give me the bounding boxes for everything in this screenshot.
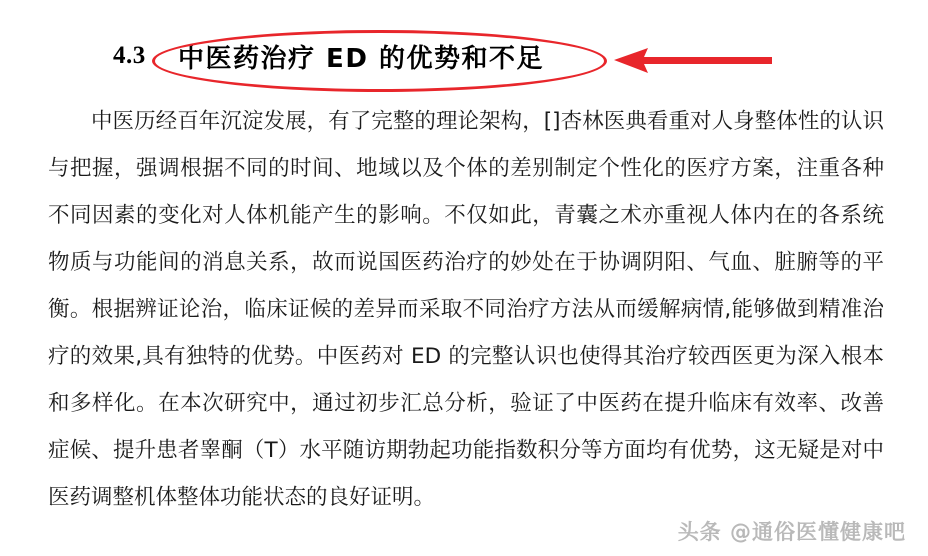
body-paragraph-container [48,98,884,521]
body-paragraph: 中医历经百年沉淀发展，有了完整的理论架构，[]杏林医典看重对人身整体性的认识与把握，强调根据不同的时间、地域以及个体的差别制定个性化的医疗方案，注重各种不同因素的变化对人体机能产生的影响。不仅如此，青囊之术亦重视人体内在的各系统物质与功能间的消息关系，故而说国医药治疗的妙处在于协调阴阳、气血、脏腑等的平衡。根据辨证论治，临床证候的差异而采取不同治疗方法从而缓解病情,能够做到精准治疗的效果,具有独特的优势。中医药对 ED 的完整认识也使得其治疗较西医更为深入根本和多样化。在本次研究中，通过初步汇总分析，验证了中医药在提升临床有效率、改善症候、提升患者睾酮（T）水平随访期勃起功能指数积分等方面均有优势，这无疑是对中医药调整机体整体功能状态的良好证明。 [48,109,884,510]
heading-number: 4.3 [113,42,146,69]
section-heading [0,18,928,78]
watermark [678,516,906,546]
red-arrow-annotation-icon [614,46,774,76]
heading-title: 中医药治疗 ED 的优势和不足 [178,44,544,74]
watermark-text: 头条 @通俗医懂健康吧 [677,520,906,544]
